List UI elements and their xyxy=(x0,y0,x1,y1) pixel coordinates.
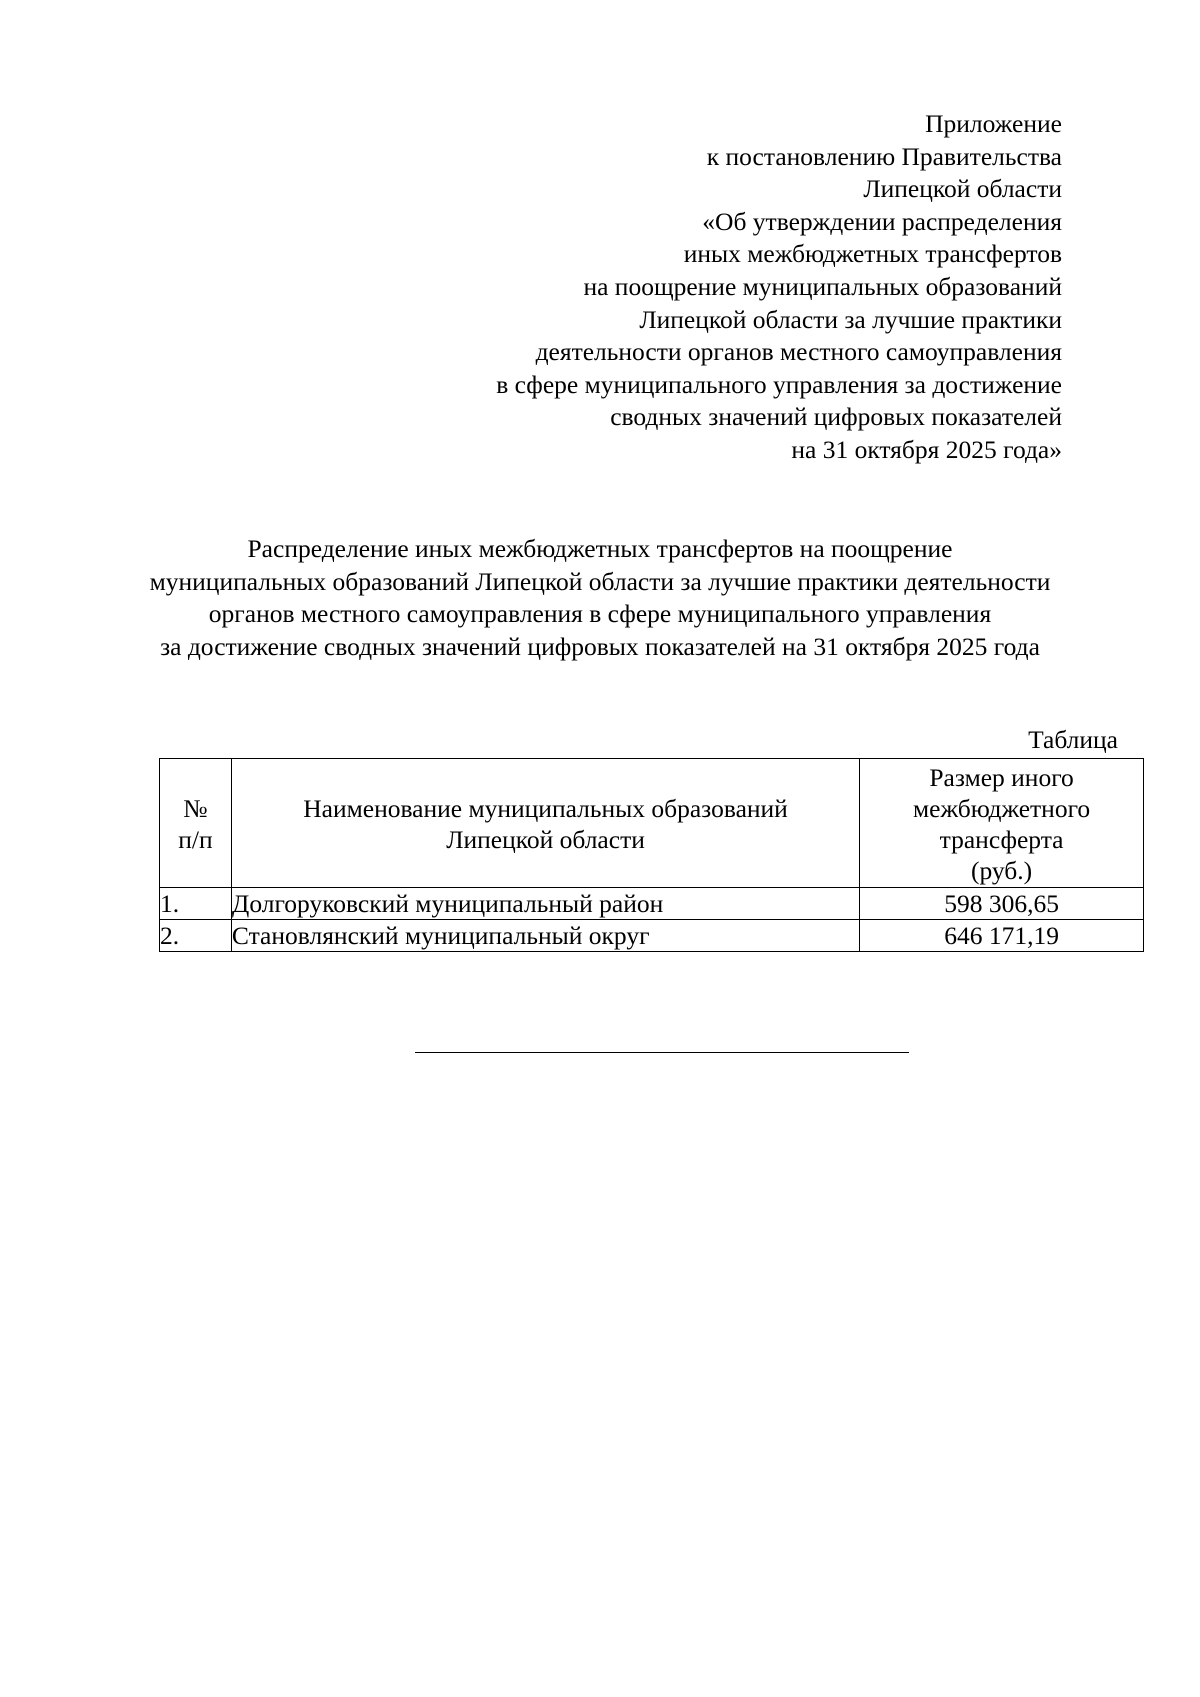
row-name: Становлянский муниципальный округ xyxy=(231,920,859,952)
header-amount-line: межбюджетного xyxy=(913,794,1091,823)
header-amount-line: (руб.) xyxy=(970,856,1033,885)
appendix-line: Липецкой области xyxy=(863,174,1062,204)
header-number-line: п/п xyxy=(178,825,213,854)
header-number-line: № xyxy=(183,794,208,823)
closing-divider xyxy=(415,1052,909,1053)
header-name xyxy=(231,759,859,888)
row-number: 1. xyxy=(160,888,232,920)
table-header-row xyxy=(160,759,1144,888)
row-amount: 598 306,65 xyxy=(860,888,1144,920)
header-name-line: Липецкой области xyxy=(446,825,645,854)
appendix-line: деятельности органов местного самоуправления xyxy=(535,337,1062,367)
table-caption: Таблица xyxy=(1028,725,1118,754)
row-amount: 646 171,19 xyxy=(860,920,1144,952)
header-number xyxy=(160,759,232,888)
header-amount xyxy=(860,759,1144,888)
header-amount-line: трансферта xyxy=(939,825,1064,854)
title-line: органов местного самоуправления в сфере муниципального управления xyxy=(208,599,992,629)
appendix-line: иных межбюджетных трансфертов xyxy=(683,239,1062,269)
header-amount-line: Размер иного xyxy=(929,763,1074,792)
appendix-line: Приложение xyxy=(925,109,1062,138)
table-row xyxy=(160,920,1144,952)
document-title xyxy=(100,533,1100,663)
appendix-line: Липецкой области за лучшие практики xyxy=(639,304,1062,334)
row-number: 2. xyxy=(160,920,232,952)
header-name-line: Наименование муниципальных образований xyxy=(303,794,788,823)
appendix-line: в сфере муниципального управления за достижение xyxy=(496,369,1062,399)
distribution-table xyxy=(159,758,1144,952)
row-name: Долгоруковский муниципальный район xyxy=(231,888,859,920)
table-row xyxy=(160,888,1144,920)
title-line: Распределение иных межбюджетных трансфертов на поощрение xyxy=(247,534,953,563)
appendix-line: на 31 октября 2025 года» xyxy=(791,434,1062,464)
appendix-block xyxy=(362,108,1062,467)
title-line: муниципальных образований Липецкой области за лучшие практики деятельности xyxy=(149,566,1051,596)
title-line: за достижение сводных значений цифровых показателей на 31 октября 2025 года xyxy=(160,631,1040,661)
appendix-line: на поощрение муниципальных образований xyxy=(583,271,1062,301)
appendix-line: к постановлению Правительства xyxy=(706,141,1062,171)
appendix-line: «Об утверждении распределения xyxy=(702,206,1062,236)
appendix-line: сводных значений цифровых показателей xyxy=(610,402,1062,432)
